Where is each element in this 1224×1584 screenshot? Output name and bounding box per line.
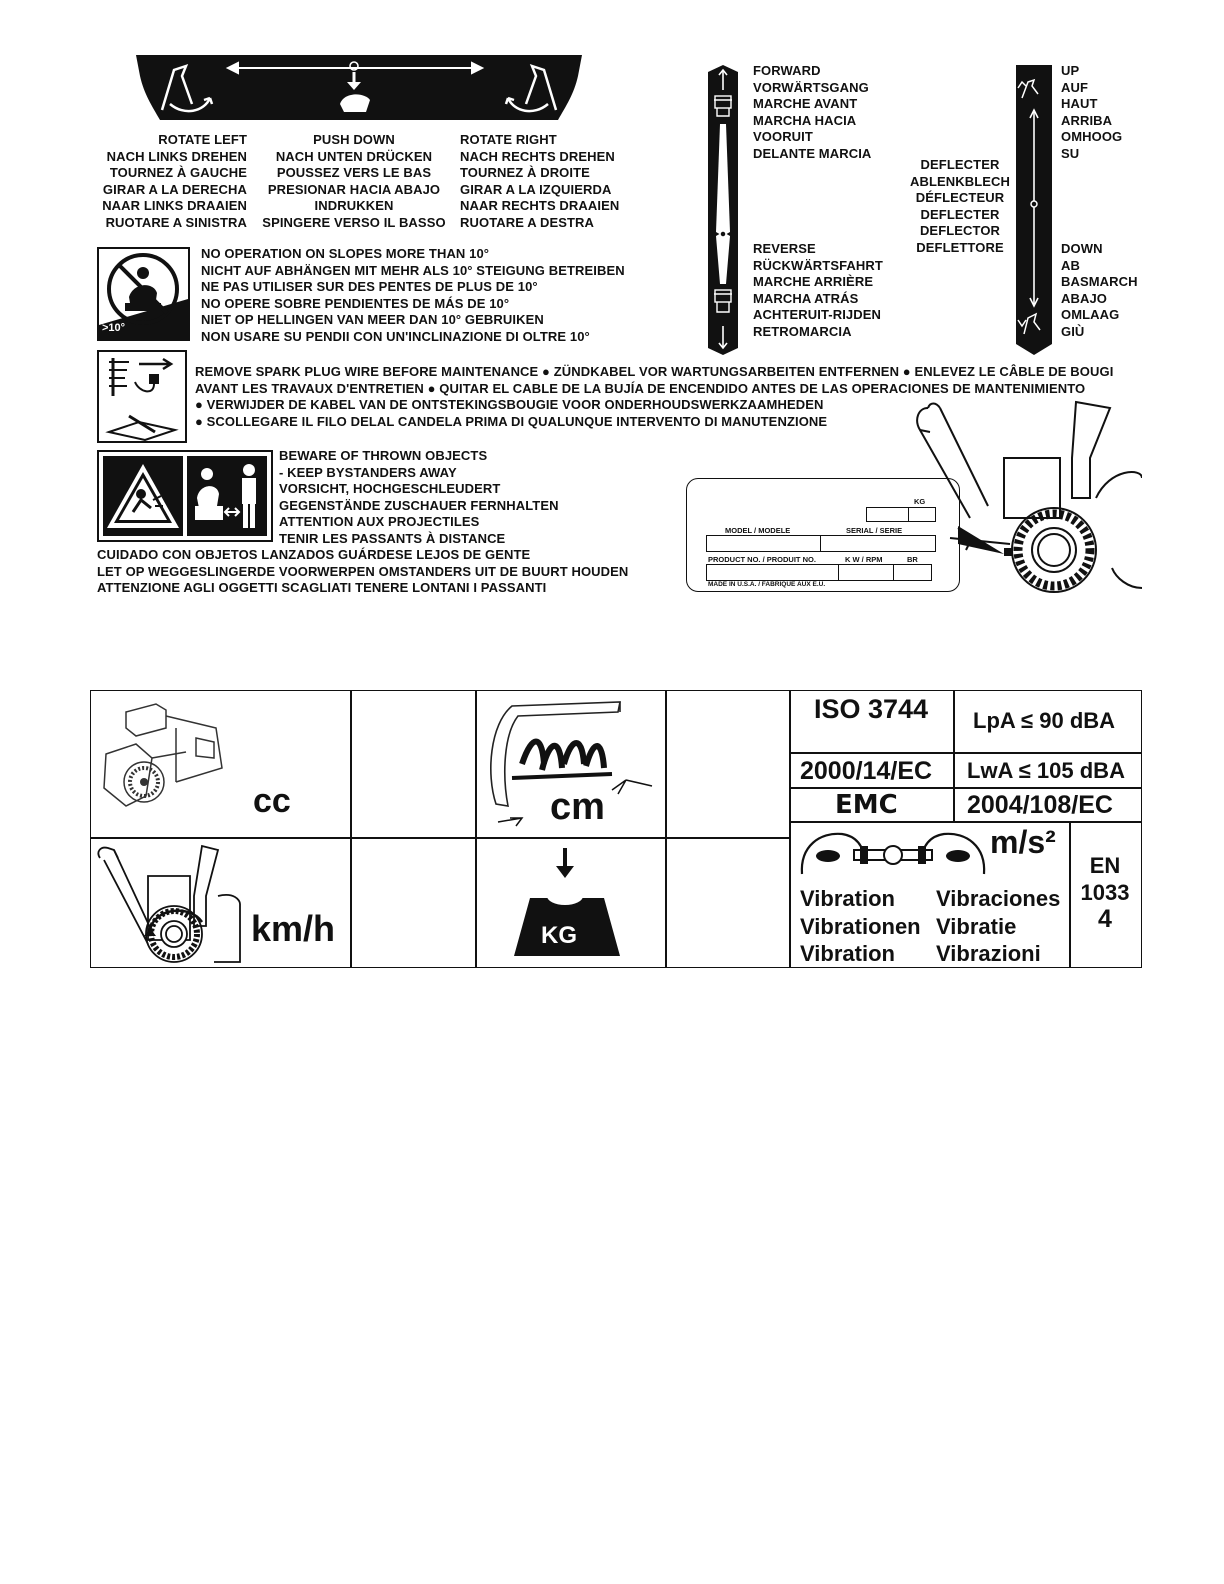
vibration-labels-right: Vibraciones Vibratie Vibrazioni [936, 886, 1061, 966]
deflector-control-bar [1014, 64, 1054, 356]
rotate-left-labels: ROTATE LEFT NACH LINKS DREHEN TOURNEZ À GAUCHE GIRAR A LA DERECHA NAAR LINKS DRAAIEN RUOTARE A SINISTRA [102, 132, 247, 230]
kg-label: KG [914, 497, 926, 506]
thrown-objects-text-full: CUIDADO CON OBJETOS LANZADOS GUÁRDESE LEJOS DE GENTE LET OP WEGGESLINGERDE VOORWERPEN OMSTANDERS UIT DE BUURT HOUDEN ATTENZIONE AGLI OGGETTI SCAGLIATI TENERE LONTANI I PASSANTI [97, 547, 629, 595]
deflector-down-labels: DOWN AB BASMARCH ABAJO OMLAAG GIÙ [1061, 241, 1138, 339]
product-box [706, 564, 932, 581]
noise-directive: 2000/14/EC [800, 757, 933, 785]
serial-label: SERIAL / SERIE [846, 526, 903, 535]
deflector-labels: DEFLECTER ABLENKBLECH DÉFLECTEUR DEFLECTER DEFLECTOR DEFLETTORE [909, 157, 1011, 255]
br-label: BR [907, 555, 918, 564]
engine-icon [96, 698, 246, 810]
slope-badge: >10° [102, 322, 126, 334]
push-down-labels: PUSH DOWN NACH UNTEN DRÜCKEN POUSSEZ VERS LE BAS PRESIONAR HACIA ABAJO INDRUKKEN SPINGERE VERSO IL BASSO [262, 132, 446, 230]
width-unit: cm [550, 786, 605, 828]
kw-rpm-label: K W / RPM [845, 555, 883, 564]
vibration-unit: m/s² [990, 824, 1056, 860]
chute-control-decal [134, 54, 584, 122]
kg-box [866, 507, 936, 522]
lpa-value: LpA ≤ 90 dBA [973, 708, 1116, 733]
thrown-objects-icon [97, 450, 273, 542]
slope-warning-icon [97, 247, 190, 341]
slope-warning-text: NO OPERATION ON SLOPES MORE THAN 10° NICHT AUF ABHÄNGEN MIT MEHR ALS 10° STEIGUNG BETREIBEN NE PAS UTILISER SUR DES PENTES DE PLUS DE 10° NO OPERE SOBRE PENDIENTES DE MÁS DE 10° NIET OP HELLINGEN VAN MEER DAN 10° GEBRUIKEN NON USARE SU PENDII CON UN'INCLINAZIONE DI OLTRE 10° [201, 246, 625, 344]
thrown-objects-text-short: BEWARE OF THROWN OBJECTS - KEEP BYSTANDERS AWAY VORSICHT, HOCHGESCHLEUDERT GEGENSTÄNDE ZUSCHAUER FERNHALTEN ATTENTION AUX PROJECTILES TENIR LES PASSANTS À DISTANCE [279, 448, 559, 546]
spark-plug-warning-text: REMOVE SPARK PLUG WIRE BEFORE MAINTENANCE ● ZÜNDKABEL VOR WARTUNGSARBEITEN ENTFERNEN ● ENLEVEZ LE CÂBLE DE BOUGI AVANT LES TRAVAUX D'ENTRETIEN ● QUITAR EL CABLE DE LA BUJÍA DE ENCENDIDO ANTES DE LAS OPERACIONES DE MANTENIMIENTO ● VERWIJDER DE KABEL VAN DE ONTSTEKINGSBOUGIE VOOR ONDERHOUDSWERKZAAMHEDEN ● SCOLLEGARE IL FILO DELAL CANDELA PRIMA DI QUALUNQUE INTERVENTO DI MANUTENZIONE [195, 364, 1114, 429]
snowblower-speed-icon [94, 844, 244, 966]
speed-unit: km/h [251, 908, 336, 949]
forward-labels: FORWARD VORWÄRTSGANG MARCHE AVANT MARCHA HACIA VOORUIT DELANTE MARCIA [753, 63, 872, 161]
made-in-label: MADE IN U.S.A. / FABRIQUE AUX E.U. [708, 581, 826, 588]
iso-standard: ISO 3744 [814, 694, 929, 724]
emc-directive: 2004/108/EC [967, 791, 1113, 819]
drive-control-bar [706, 64, 740, 356]
reverse-labels: REVERSE RÜCKWÄRTSFAHRT MARCHE ARRIÈRE MARCHA ATRÁS ACHTERUIT-RIJDEN RETROMARCIA [753, 241, 883, 339]
bystander-icon [187, 456, 267, 536]
nameplate-pointer [958, 520, 1008, 560]
product-no-label: PRODUCT NO. / PRODUIT NO. [708, 555, 816, 564]
model-serial-box [706, 535, 936, 552]
rotate-right-labels: ROTATE RIGHT NACH RECHTS DREHEN TOURNEZ À DROITE GIRAR A LA IZQUIERDA NAAR RECHTS DRAAIEN RUOTARE A DESTRA [460, 132, 620, 230]
model-label: MODEL / MODELE [725, 526, 791, 535]
vibration-labels-left: Vibration Vibrationen Vibration [800, 886, 921, 966]
lwa-value: LwA ≤ 105 dBA [967, 758, 1125, 783]
deflector-up-labels: UP AUF HAUT ARRIBA OMHOOG SU [1061, 63, 1123, 161]
weight-unit: KG [541, 922, 577, 949]
warning-triangle-icon [103, 456, 183, 536]
vibration-handle-icon [798, 826, 994, 880]
emc-label: EMC [835, 790, 898, 820]
spark-plug-icon [97, 350, 187, 443]
en-standard: EN 1033 4 [1080, 853, 1130, 933]
engine-unit: cc [253, 782, 291, 820]
